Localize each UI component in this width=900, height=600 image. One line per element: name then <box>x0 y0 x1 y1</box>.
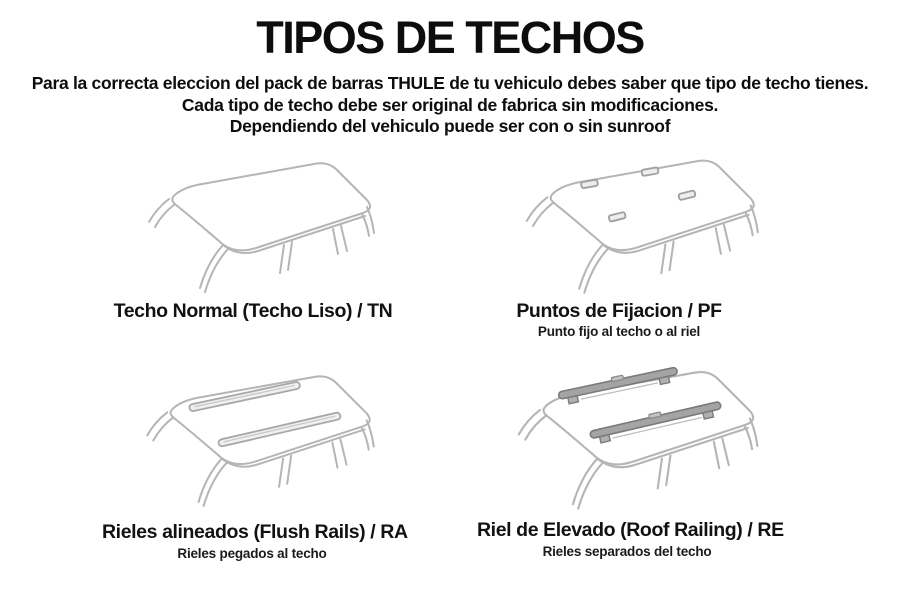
roof-type-label-pf: Puntos de Fijacion / PF <box>516 300 722 322</box>
roof-type-sublabel-re: Rieles separados del techo <box>542 544 712 559</box>
intro-text <box>0 73 900 138</box>
flush-rails-roof-illustration <box>116 363 418 514</box>
roof-type-sublabel-pf: Punto fijo al techo o al riel <box>537 324 701 339</box>
roof-type-sublabel-ra: Rieles pegados al techo <box>177 546 327 561</box>
roof-type-label-ra: Rieles alineados (Flush Rails) / RA <box>102 521 408 543</box>
intro-line-3: Dependiendo del vehiculo puede ser con o sin sunroof <box>229 116 671 136</box>
page-title: TIPOS DE TECHOS <box>256 12 644 63</box>
raised-rails-roof-illustration <box>486 358 804 517</box>
roof-type-label-re: Riel de Elevado (Roof Railing) / RE <box>477 519 784 541</box>
normal-roof-illustration <box>118 150 418 300</box>
roof-type-label-tn: Techo Normal (Techo Liso) / TN <box>113 300 393 322</box>
intro-line-2: Cada tipo de techo debe ser original de fabrica sin modificaciones. <box>181 94 719 115</box>
fixpoint-roof-illustration <box>495 147 803 301</box>
intro-line-1: Para la correcta eleccion del pack de barras THULE de tu vehiculo debes saber que tipo de techo tienes. <box>31 73 869 93</box>
